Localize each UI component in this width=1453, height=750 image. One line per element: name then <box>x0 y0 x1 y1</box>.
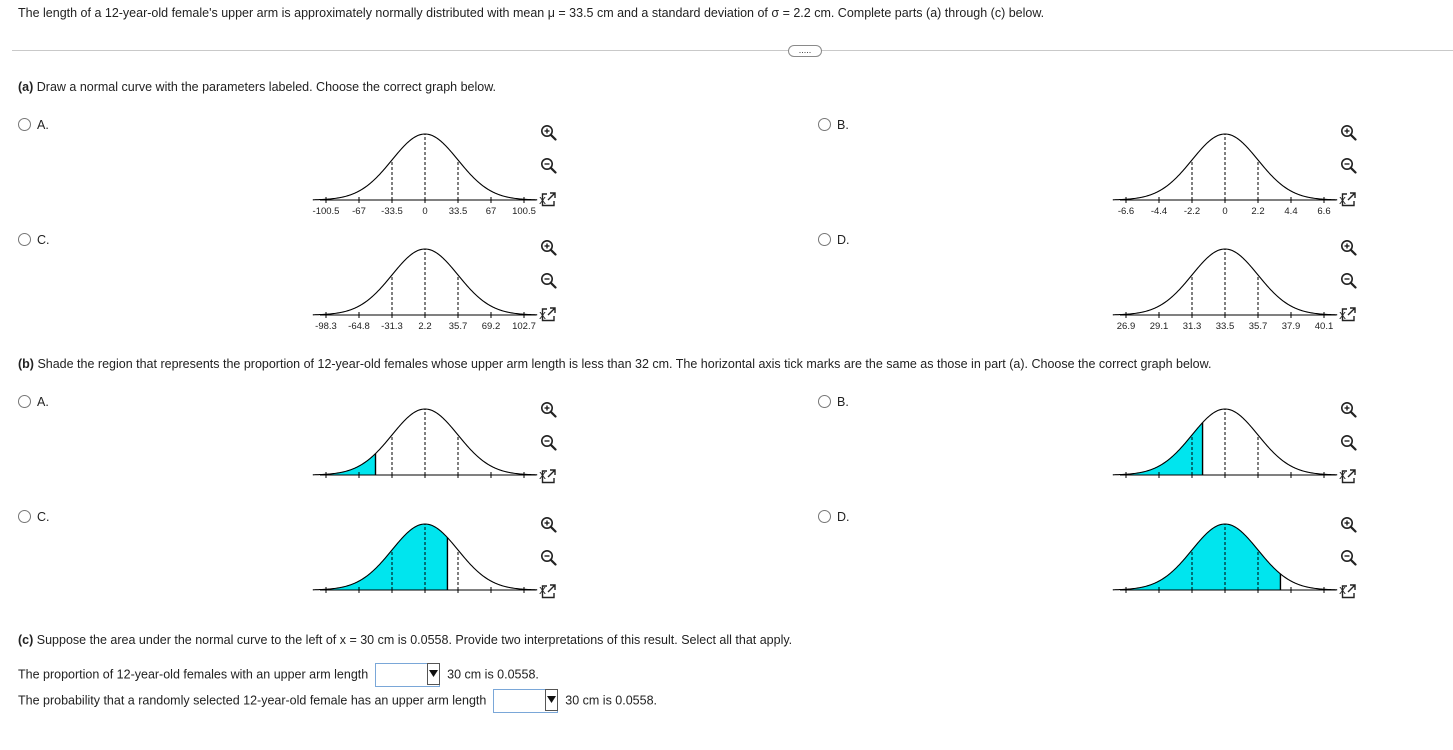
tick-label: 33.5 <box>448 206 468 217</box>
part-b-text: Shade the region that represents the proportion of 12-year-old females whose upper arm length is less than 32 cm. The horizontal axis tick marks are the same as those in part (a). Choose the correct graph below. <box>33 357 1212 371</box>
part-b-option-d[interactable] <box>818 510 850 524</box>
axis-variable-label: X <box>1339 470 1347 482</box>
tick-label: 0 <box>1222 206 1228 217</box>
zoom-in-icon[interactable] <box>540 124 557 141</box>
part-a-option-c[interactable] <box>18 233 50 247</box>
graph-a-b <box>1098 120 1348 220</box>
tick-label: 100.5 <box>512 206 536 217</box>
tick-label: 2.2 <box>1251 206 1265 217</box>
part-b-option-b[interactable] <box>818 395 849 409</box>
radio-button[interactable] <box>818 395 831 408</box>
graph-b-a <box>298 395 548 495</box>
tick-label: -98.3 <box>315 321 337 332</box>
axis-variable-label: X <box>539 470 547 482</box>
option-letter: D. <box>837 510 850 524</box>
tick-label: 4.4 <box>1284 206 1298 217</box>
tick-label: 31.3 <box>1182 321 1202 332</box>
tick-label: 2.2 <box>418 321 432 332</box>
interpretation-1 <box>18 663 539 687</box>
tick-label: 69.2 <box>481 321 501 332</box>
part-b-option-c[interactable] <box>18 510 50 524</box>
normal-curve-graph <box>298 510 548 610</box>
graph-a-c <box>298 235 548 335</box>
tick-label: 26.9 <box>1116 321 1136 332</box>
question-text: The length of a 12-year-old female's upper arm is approximately normally distributed with mean μ = 33.5 cm and a standard deviation of σ = 2.2 cm. Complete parts (a) through (c) below. <box>18 6 1045 20</box>
tick-label: 40.1 <box>1314 321 1334 332</box>
tick-label: 6.6 <box>1317 206 1331 217</box>
zoom-in-icon[interactable] <box>1340 516 1357 533</box>
option-letter: C. <box>37 233 50 247</box>
comparison-dropdown-2[interactable] <box>493 689 558 713</box>
graph-b-c <box>298 510 548 610</box>
tick-label: -6.6 <box>1117 206 1135 217</box>
divider <box>12 50 1453 51</box>
external-link-icon[interactable] <box>540 583 557 600</box>
tick-label: -4.4 <box>1150 206 1168 217</box>
external-link-icon[interactable] <box>540 468 557 485</box>
radio-button[interactable] <box>818 118 831 131</box>
comparison-dropdown-1[interactable] <box>375 663 440 687</box>
tick-label: 33.5 <box>1215 321 1235 332</box>
axis-variable-label: X <box>1339 310 1347 322</box>
tick-label: -2.2 <box>1183 206 1201 217</box>
tick-label: -67 <box>352 206 366 217</box>
zoom-in-icon[interactable] <box>1340 401 1357 418</box>
shaded-region <box>1113 524 1281 590</box>
zoom-in-icon[interactable] <box>540 239 557 256</box>
normal-curve-graph <box>1098 120 1348 220</box>
interpretation-2 <box>18 689 657 713</box>
zoom-in-icon[interactable] <box>1340 239 1357 256</box>
interpretation-2-suffix: 30 cm is 0.0558. <box>565 693 658 708</box>
graph-a-d <box>1098 235 1348 335</box>
tick-label: 35.7 <box>1248 321 1268 332</box>
zoom-out-icon[interactable] <box>540 434 557 451</box>
dropdown-arrow-icon[interactable] <box>427 663 440 685</box>
tick-label: 102.7 <box>512 321 536 332</box>
radio-button[interactable] <box>818 510 831 523</box>
part-b-label <box>18 357 1211 371</box>
option-letter: C. <box>37 510 50 524</box>
graph-a-a <box>298 120 548 220</box>
normal-curve-graph <box>298 395 548 495</box>
normal-curve-graph <box>1098 510 1348 610</box>
part-b-option-a[interactable] <box>18 395 49 409</box>
zoom-in-icon[interactable] <box>1340 124 1357 141</box>
axis-variable-label: X <box>1339 195 1347 207</box>
part-a-prefix: (a) <box>18 80 34 94</box>
interpretation-1-suffix: 30 cm is 0.0558. <box>447 667 539 682</box>
part-c-text: Suppose the area under the normal curve to the left of x = 30 cm is 0.0558. Provide two interpretations of this result. Select all that apply. <box>33 633 793 647</box>
interpretation-2-prefix: The probability that a randomly selected 12-year-old female has an upper arm length <box>18 693 487 708</box>
tick-label: -64.8 <box>348 321 370 332</box>
option-letter: B. <box>837 395 849 409</box>
external-link-icon[interactable] <box>540 191 557 208</box>
zoom-out-icon[interactable] <box>540 272 557 289</box>
tick-label: 0 <box>422 206 428 217</box>
radio-button[interactable] <box>18 510 31 523</box>
zoom-out-icon[interactable] <box>540 549 557 566</box>
option-letter: A. <box>37 118 49 132</box>
zoom-out-icon[interactable] <box>1340 272 1357 289</box>
part-a-option-d[interactable] <box>818 233 850 247</box>
radio-button[interactable] <box>18 395 31 408</box>
radio-button[interactable] <box>818 233 831 246</box>
part-c-prefix: (c) <box>18 633 34 647</box>
tick-label: 35.7 <box>448 321 468 332</box>
graph-b-d <box>1098 510 1348 610</box>
zoom-out-icon[interactable] <box>1340 434 1357 451</box>
part-a-label <box>18 80 496 94</box>
tick-label: 29.1 <box>1149 321 1169 332</box>
zoom-out-icon[interactable] <box>1340 157 1357 174</box>
axis-variable-label: X <box>539 310 547 322</box>
part-c-label <box>18 633 792 647</box>
radio-button[interactable] <box>18 233 31 246</box>
dropdown-arrow-icon[interactable] <box>545 689 558 711</box>
part-a-option-a[interactable] <box>18 118 49 132</box>
axis-variable-label: X <box>1339 585 1347 597</box>
zoom-in-icon[interactable] <box>540 516 557 533</box>
external-link-icon[interactable] <box>1340 306 1357 323</box>
part-b-prefix: (b) <box>18 357 34 371</box>
part-a-option-b[interactable] <box>818 118 849 132</box>
normal-curve-graph <box>298 235 548 335</box>
tick-label: -31.3 <box>381 321 403 332</box>
radio-button[interactable] <box>18 118 31 131</box>
tick-label: 67 <box>485 206 497 217</box>
zoom-in-icon[interactable] <box>540 401 557 418</box>
zoom-out-icon[interactable] <box>1340 549 1357 566</box>
tick-label: -33.5 <box>381 206 403 217</box>
tick-label: 37.9 <box>1281 321 1301 332</box>
option-letter: B. <box>837 118 849 132</box>
external-link-icon[interactable] <box>540 306 557 323</box>
interpretation-1-prefix: The proportion of 12-year-old females with an upper arm length <box>18 667 369 682</box>
external-link-icon[interactable] <box>1340 468 1357 485</box>
more-button[interactable]: ..... <box>788 45 822 57</box>
zoom-out-icon[interactable] <box>540 157 557 174</box>
normal-curve-graph <box>1098 235 1348 335</box>
external-link-icon[interactable] <box>1340 191 1357 208</box>
option-letter: D. <box>837 233 850 247</box>
axis-variable-label: X <box>539 585 547 597</box>
part-a-text: Draw a normal curve with the parameters labeled. Choose the correct graph below. <box>33 80 497 94</box>
external-link-icon[interactable] <box>1340 583 1357 600</box>
axis-variable-label: X <box>539 195 547 207</box>
tick-label: -100.5 <box>312 206 340 217</box>
graph-b-b <box>1098 395 1348 495</box>
normal-curve-graph <box>298 120 548 220</box>
normal-curve-graph <box>1098 395 1348 495</box>
option-letter: A. <box>37 395 49 409</box>
